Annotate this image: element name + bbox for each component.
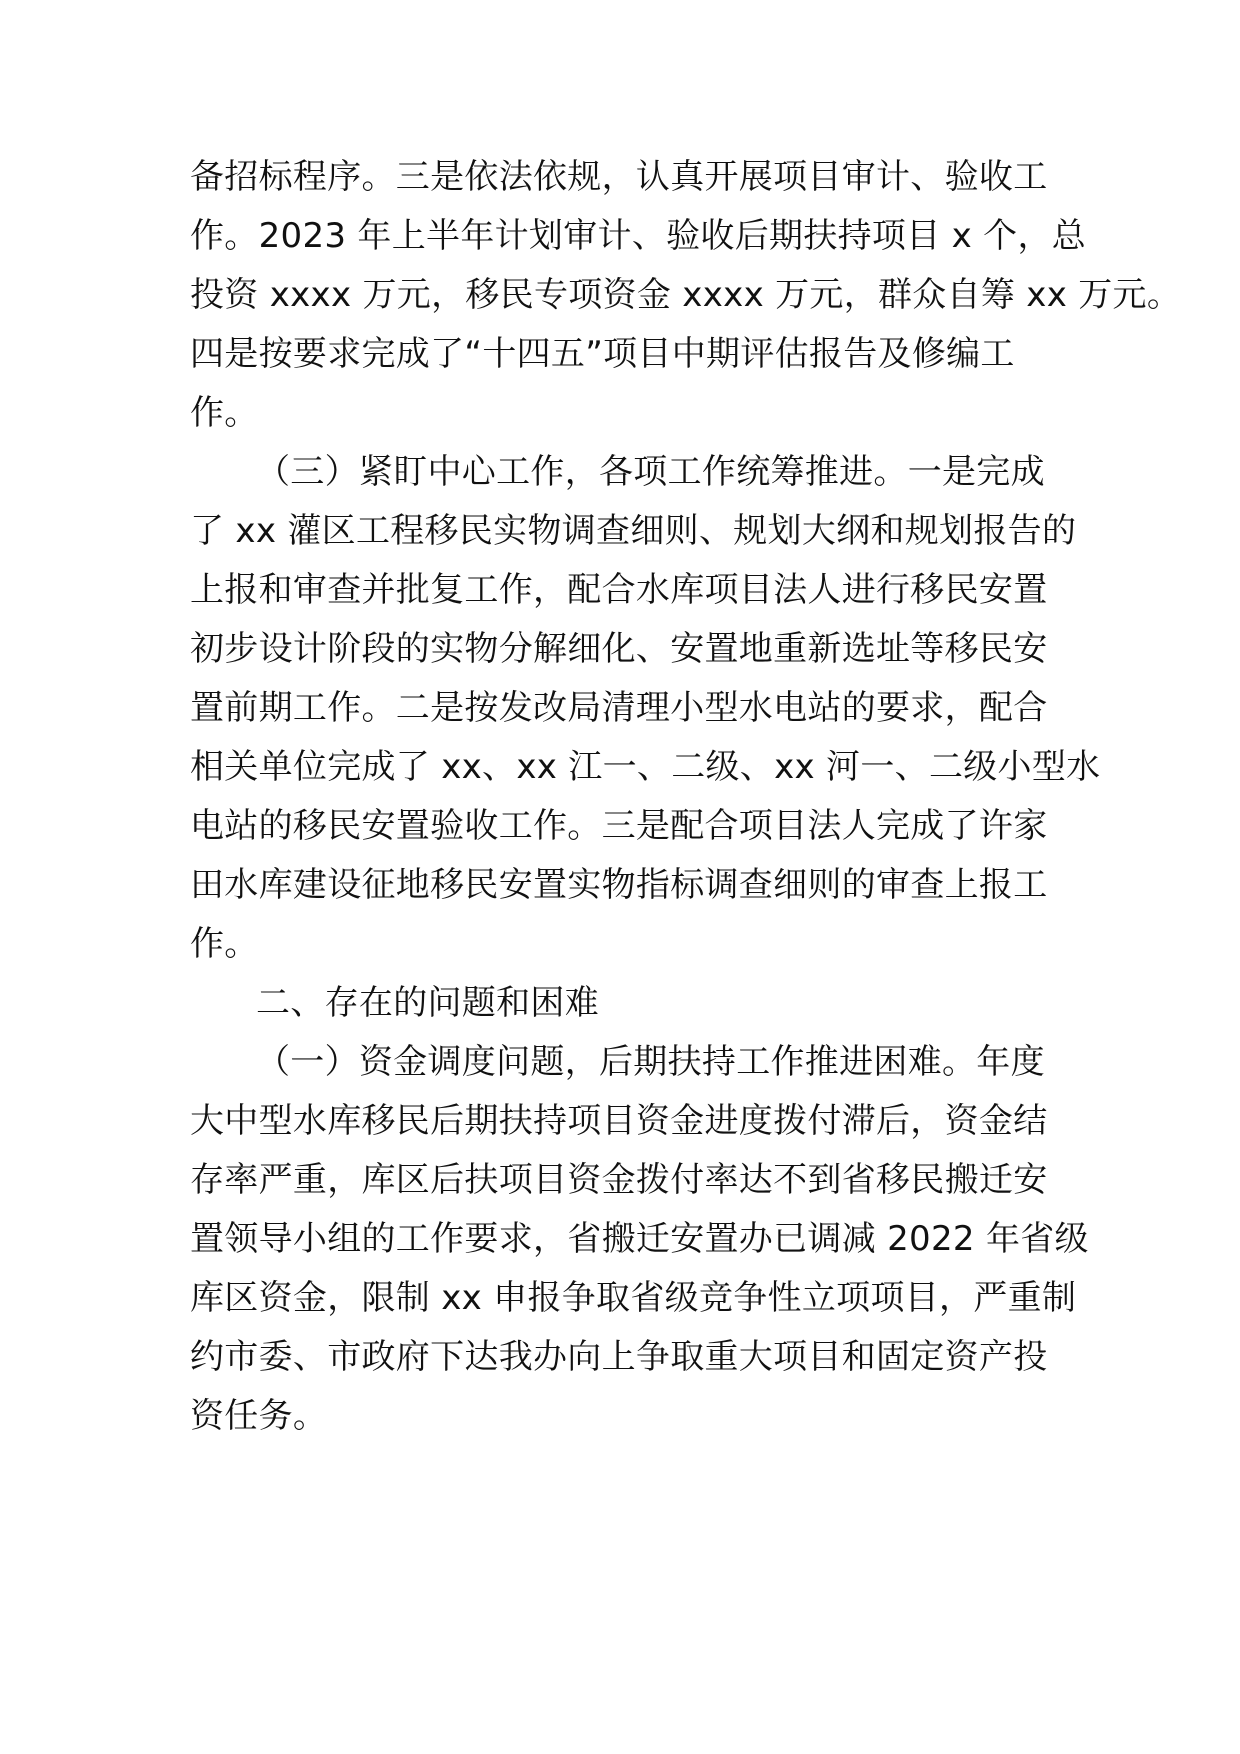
text-line: 作。2023 年上半年计划审计、验收后期扶持项目 x 个，总 bbox=[190, 216, 1087, 256]
text-line: 大中型水库移民后期扶持项目资金进度拨付滞后，资金结 bbox=[190, 1101, 1048, 1141]
text-line: 存率严重，库区后扶项目资金拨付率达不到省移民搬迁安 bbox=[190, 1160, 1048, 1200]
paragraph-start-line: （一）资金调度问题，后期扶持工作推进困难。年度 bbox=[256, 1042, 1045, 1082]
text-line: 电站的移民安置验收工作。三是配合项目法人完成了许家 bbox=[190, 806, 1048, 846]
text-line: 约市委、市政府下达我办向上争取重大项目和固定资产投 bbox=[190, 1337, 1048, 1377]
text-line: 四是按要求完成了“十四五”项目中期评估报告及修编工 bbox=[190, 334, 1015, 374]
text-line: 置前期工作。二是按发改局清理小型水电站的要求，配合 bbox=[190, 688, 1048, 728]
section-heading: 二、存在的问题和困难 bbox=[256, 983, 599, 1023]
text-line: 资任务。 bbox=[190, 1396, 328, 1436]
text-line: 置领导小组的工作要求，省搬迁安置办已调减 2022 年省级 bbox=[190, 1219, 1089, 1259]
text-line: 相关单位完成了 xx、xx 江一、二级、xx 河一、二级小型水 bbox=[190, 747, 1101, 787]
text-line: 备招标程序。三是依法依规，认真开展项目审计、验收工 bbox=[190, 157, 1048, 197]
text-line: 作。 bbox=[190, 393, 259, 433]
text-line: 初步设计阶段的实物分解细化、安置地重新选址等移民安 bbox=[190, 629, 1048, 669]
text-line: 田水库建设征地移民安置实物指标调查细则的审查上报工 bbox=[190, 865, 1048, 905]
text-line: 投资 xxxx 万元，移民专项资金 xxxx 万元，群众自筹 xx 万元。 bbox=[190, 275, 1182, 315]
text-line: 上报和审查并批复工作，配合水库项目法人进行移民安置 bbox=[190, 570, 1048, 610]
paragraph-start-line: （三）紧盯中心工作，各项工作统筹推进。一是完成 bbox=[256, 452, 1045, 492]
text-line: 了 xx 灌区工程移民实物调查细则、规划大纲和规划报告的 bbox=[190, 511, 1077, 551]
text-line: 作。 bbox=[190, 924, 259, 964]
text-line: 库区资金，限制 xx 申报争取省级竞争性立项项目，严重制 bbox=[190, 1278, 1077, 1318]
